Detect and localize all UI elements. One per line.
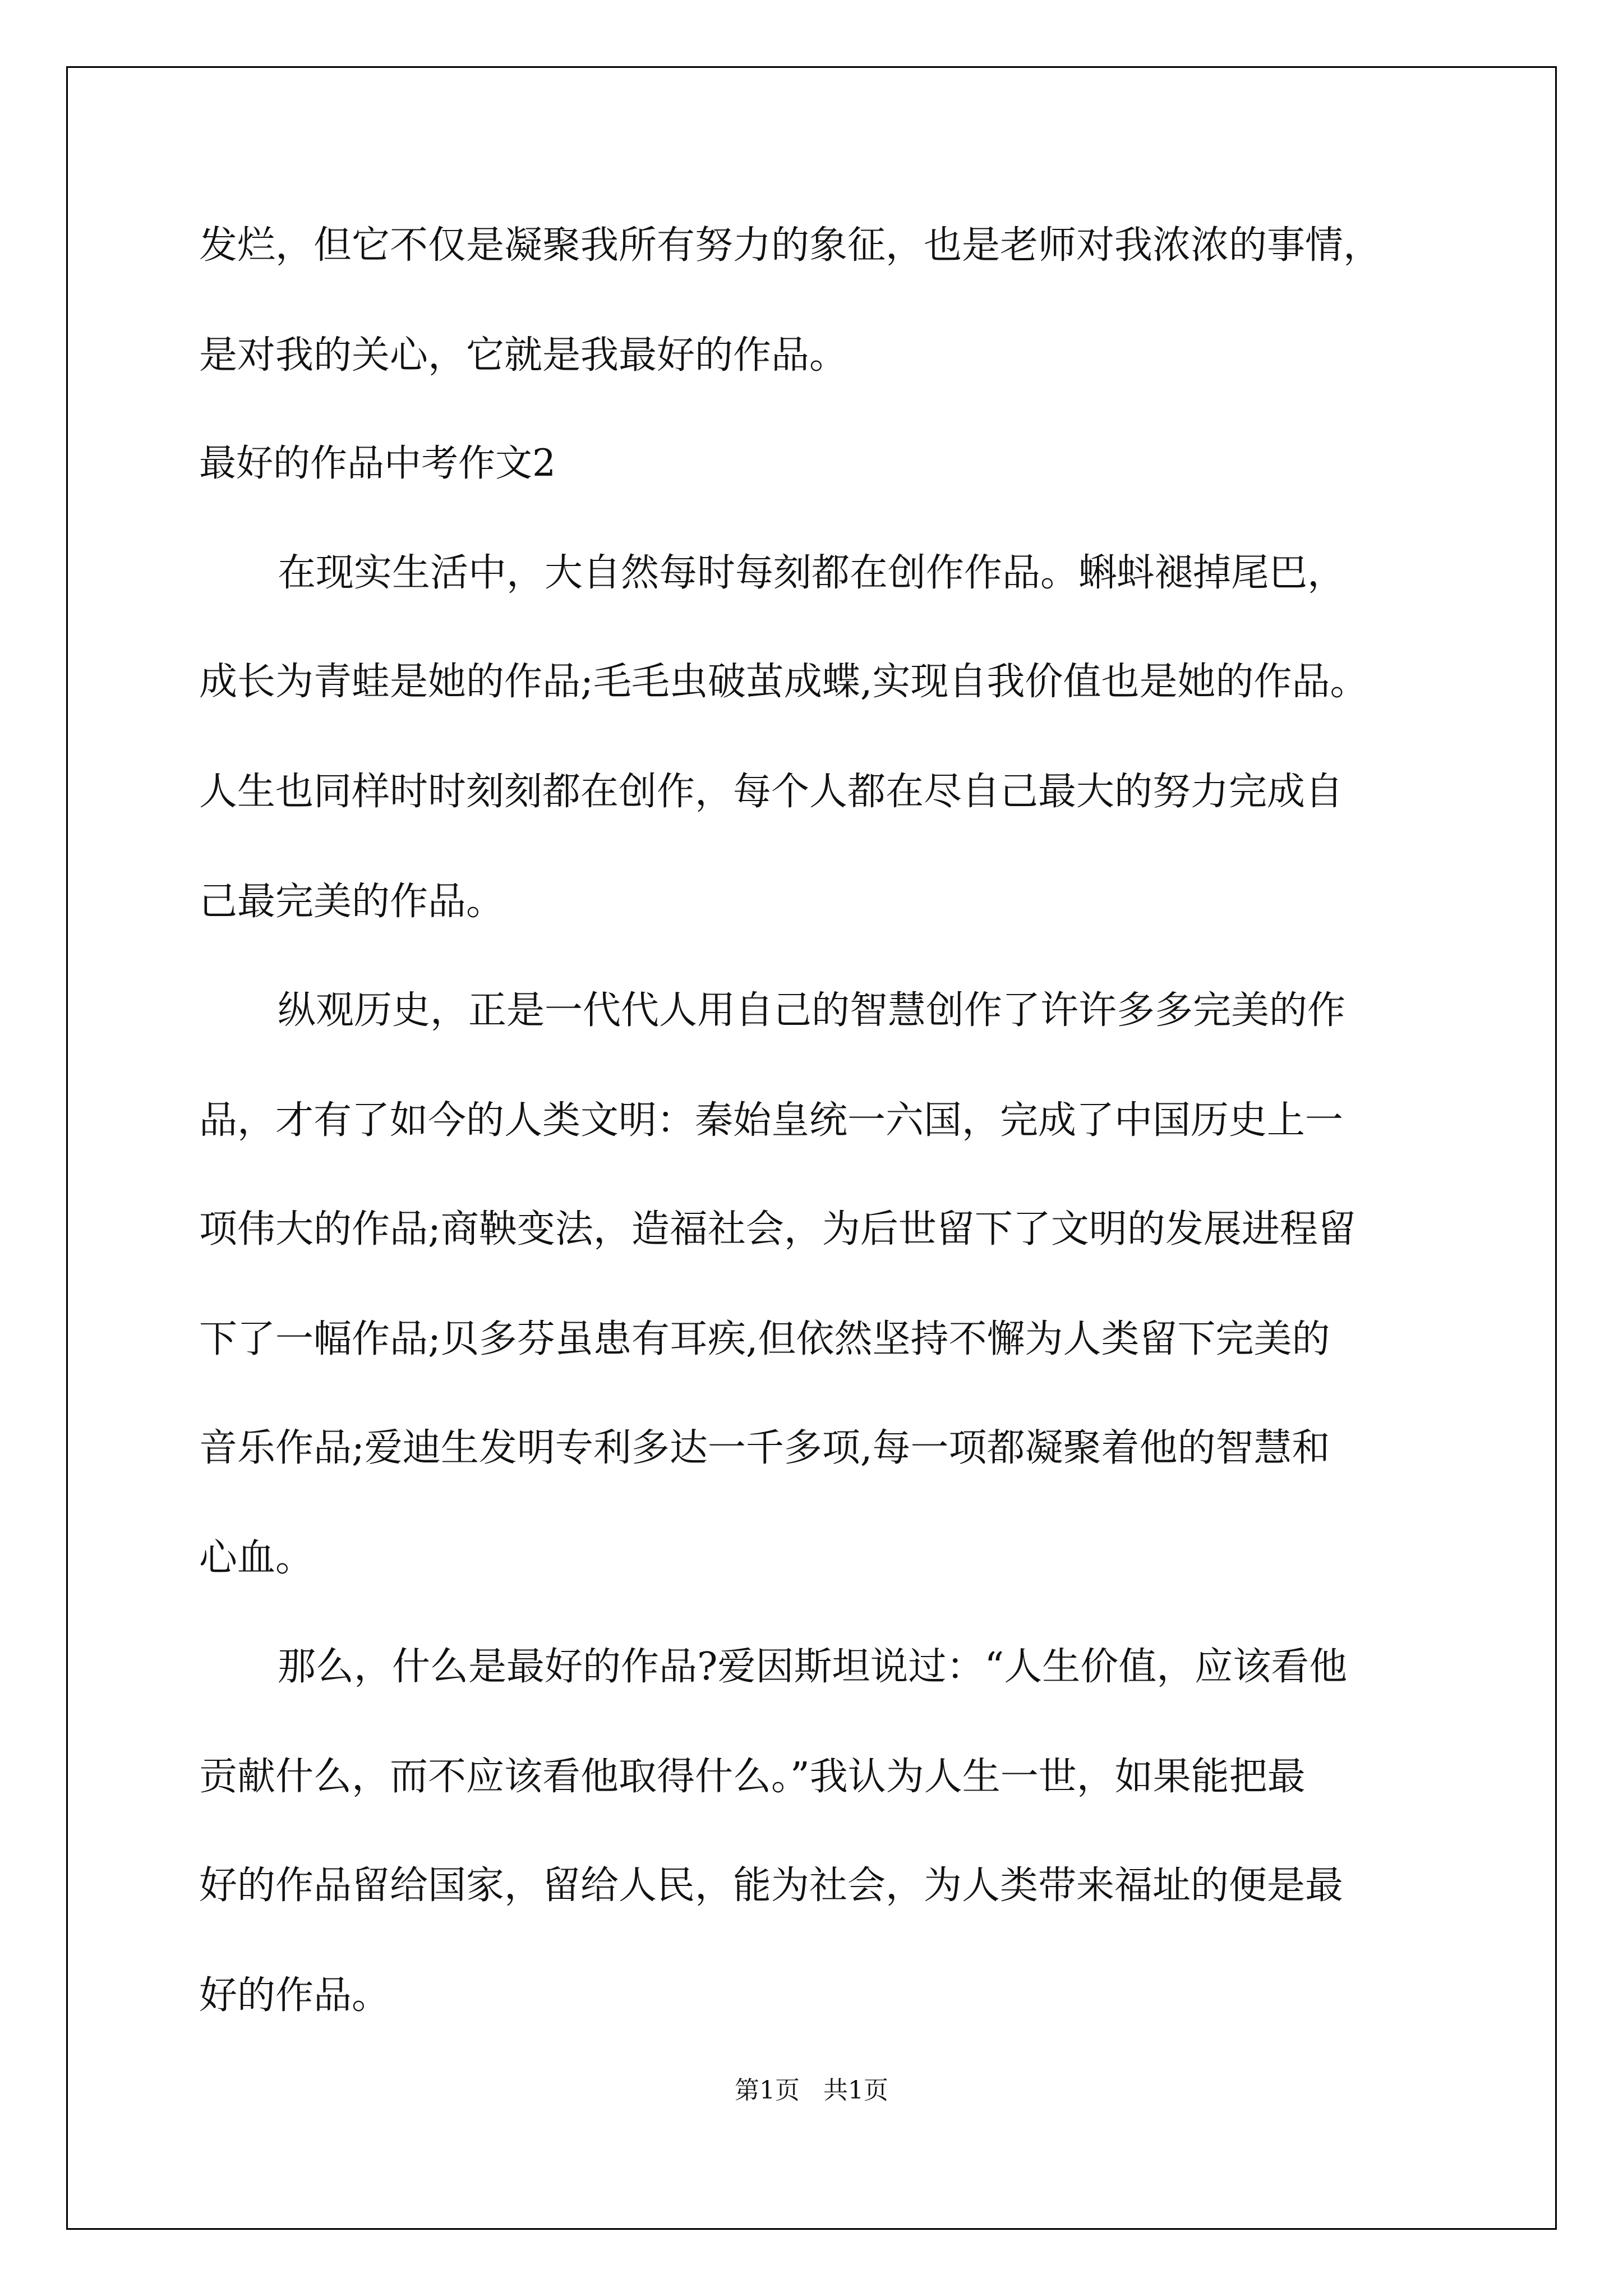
section-heading: 最好的作品中考作文2 xyxy=(199,441,556,485)
body-line: 好的作品留给国家，留给人民，能为社会，为人类带来福址的便是最 xyxy=(199,1864,1344,1908)
page-footer xyxy=(0,2070,1623,2106)
body-line: 那么，什么是最好的作品?爱因斯坦说过：“人生价值，应该看他 xyxy=(278,1645,1348,1689)
page-number: 第1页 xyxy=(735,2076,800,2105)
body-line: 贡献什么，而不应该看他取得什么。”我认为人生一世，如果能把最 xyxy=(199,1755,1306,1799)
body-line: 是对我的关心，它就是我最好的作品。 xyxy=(199,333,848,378)
body-line: 人生也同样时时刻刻都在创作，每个人都在尽自己最大的努力完成自 xyxy=(199,770,1344,814)
body-line: 音乐作品;爱迪生发明专利多达一千多项,每一项都凝聚着他的智慧和 xyxy=(199,1426,1330,1470)
body-line: 纵观历史，正是一代代人用自己的智慧创作了许许多多完美的作 xyxy=(278,988,1346,1033)
body-line: 品，才有了如今的人类文明：秦始皇统一六国，完成了中国历史上一 xyxy=(199,1098,1344,1143)
body-line: 心血。 xyxy=(199,1536,314,1580)
body-line: 好的作品。 xyxy=(199,1973,390,2018)
page-total: 共1页 xyxy=(823,2076,888,2105)
body-line: 发烂，但它不仅是凝聚我所有努力的象征，也是老师对我浓浓的事情， xyxy=(199,223,1382,268)
body-line: 项伟大的作品;商鞅变法，造福社会，为后世留下了文明的发展进程留 xyxy=(199,1207,1356,1251)
body-line: 己最完美的作品。 xyxy=(199,880,505,924)
body-line: 成长为青蛙是她的作品;毛毛虫破茧成蝶,实现自我价值也是她的作品。 xyxy=(199,660,1368,704)
body-line: 下了一幅作品;贝多芬虽患有耳疾,但依然坚持不懈为人类留下完美的 xyxy=(199,1317,1330,1361)
body-line: 在现实生活中，大自然每时每刻都在创作作品。蝌蚪褪掉尾巴， xyxy=(278,551,1346,595)
